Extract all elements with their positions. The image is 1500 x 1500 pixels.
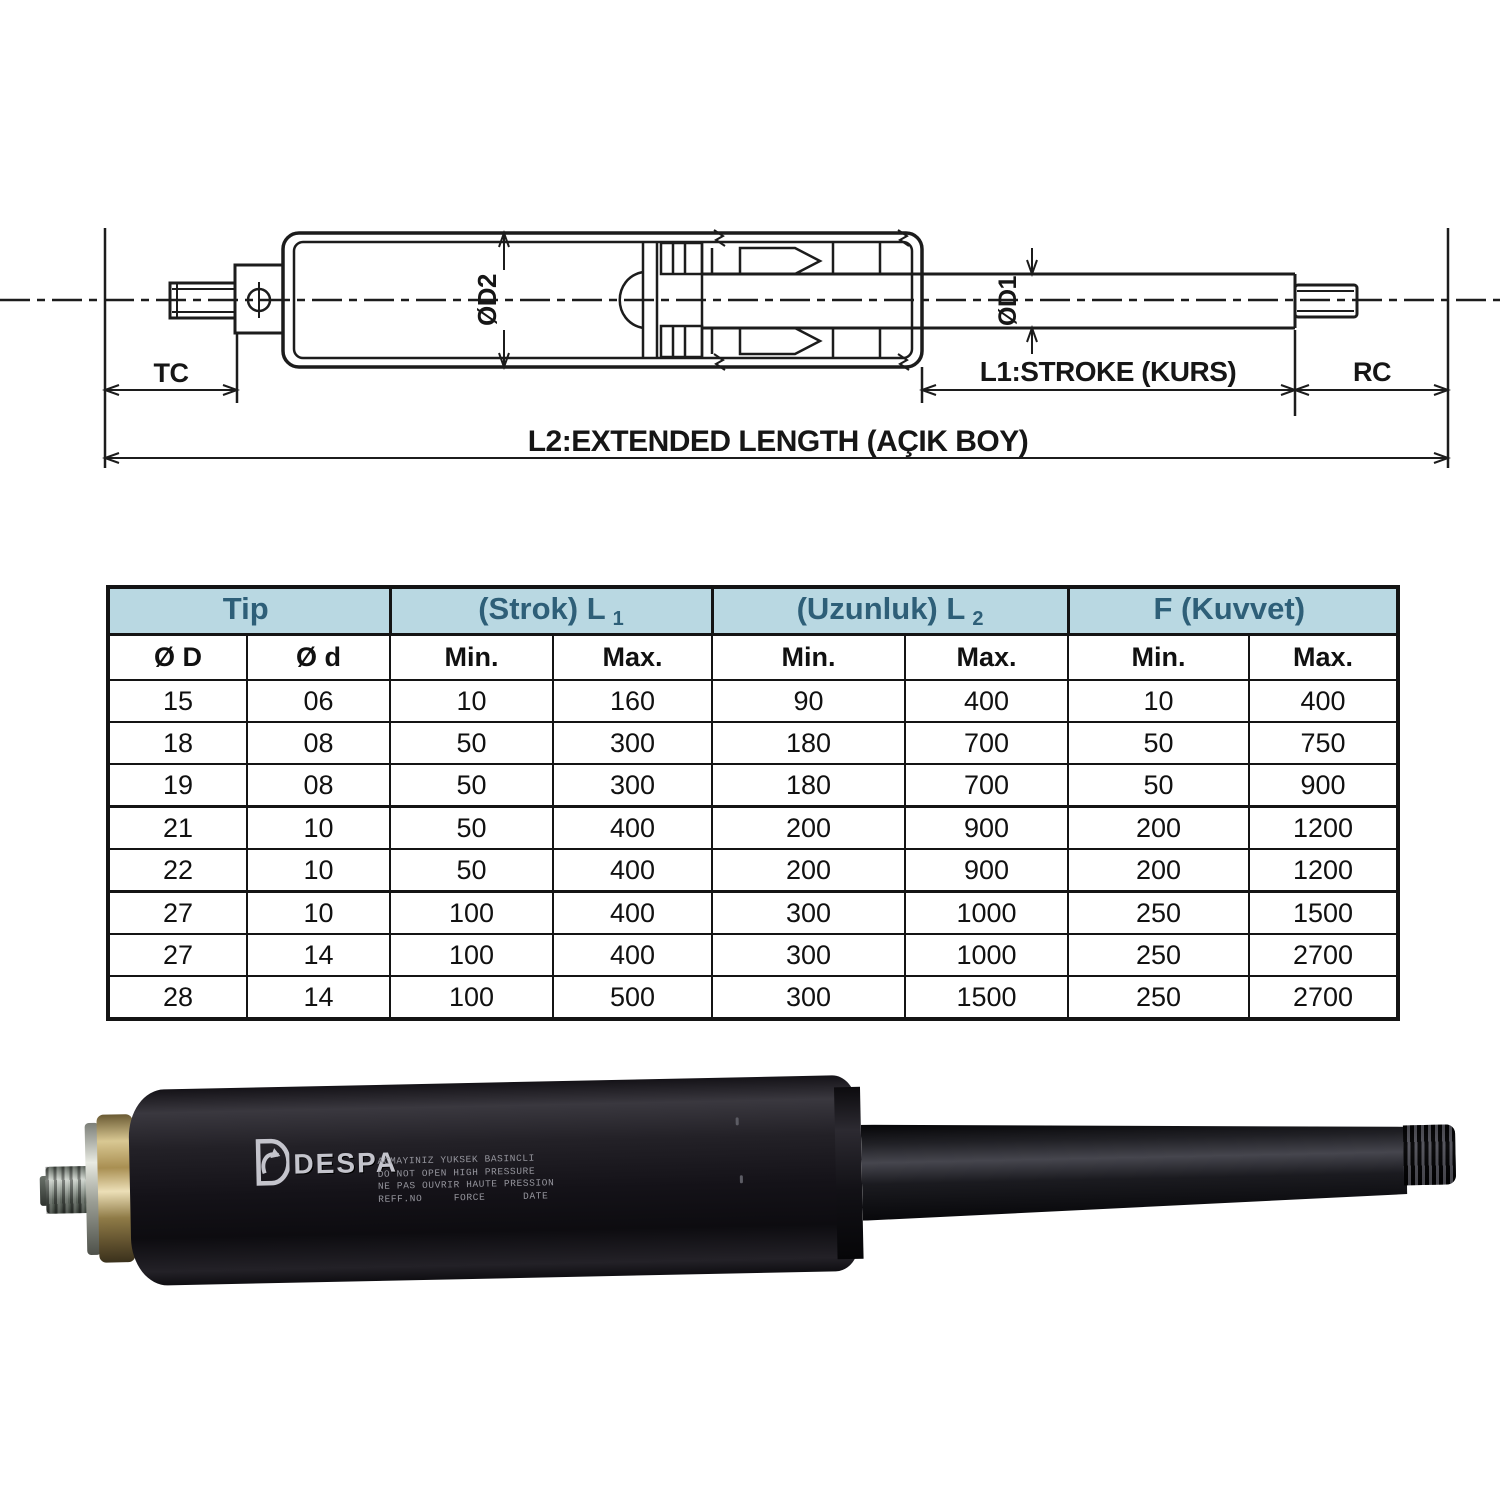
- spec-cell: 400: [1249, 680, 1398, 722]
- dim-label-l2: L2:EXTENDED LENGTH (AÇIK BOY): [527, 425, 1029, 458]
- spec-table: [106, 585, 1400, 1021]
- table-row: [108, 764, 1398, 807]
- table-group-header-row: [108, 587, 1398, 635]
- spec-cell: 50: [1068, 764, 1249, 807]
- col-header: Ø D: [108, 635, 247, 681]
- spec-cell: 06: [247, 680, 390, 722]
- spec-cell: 250: [1068, 892, 1249, 935]
- label-print-area: [251, 1123, 673, 1242]
- spec-cell: 500: [553, 976, 712, 1019]
- col-header: Min.: [1068, 635, 1249, 681]
- spec-cell: 14: [247, 934, 390, 976]
- spec-cell: 50: [390, 849, 553, 892]
- spec-table-body: [108, 680, 1398, 1019]
- table-row: [108, 849, 1398, 892]
- spec-cell: 100: [390, 892, 553, 935]
- despa-logo-icon: [251, 1137, 290, 1188]
- spec-cell: 1500: [1249, 892, 1398, 935]
- spec-cell: 400: [553, 849, 712, 892]
- spec-cell: 1000: [905, 934, 1068, 976]
- spec-cell: 1500: [905, 976, 1068, 1019]
- spec-cell: 300: [712, 892, 905, 935]
- group-header-tip: Tip: [108, 587, 390, 635]
- spec-cell: 2700: [1249, 934, 1398, 976]
- spec-cell: 250: [1068, 976, 1249, 1019]
- table-row: [108, 807, 1398, 850]
- spec-cell: 200: [712, 849, 905, 892]
- spec-cell: 21: [108, 807, 247, 850]
- spec-cell: 300: [712, 934, 905, 976]
- table-row: [108, 680, 1398, 722]
- spec-cell: 50: [390, 764, 553, 807]
- col-header: Ø d: [247, 635, 390, 681]
- dim-label-l1: L1:STROKE (KURS): [979, 356, 1237, 387]
- col-header: Max.: [1249, 635, 1398, 681]
- gas-spring-diagram: [0, 190, 1500, 470]
- surface-mark: [740, 1175, 743, 1183]
- spec-cell: 1200: [1249, 807, 1398, 850]
- table-row: [108, 934, 1398, 976]
- spec-cell: 19: [108, 764, 247, 807]
- spec-cell: 750: [1249, 722, 1398, 764]
- spec-cell: 27: [108, 892, 247, 935]
- warning-print: ACMAYINIZ YUKSEK BASINCLI DO NOT OPEN HIGH PRESSURE NE PAS OUVRIR HAUTE PRESSION REFF.NO FORCE DATE: [377, 1152, 555, 1205]
- spec-cell: 27: [108, 934, 247, 976]
- spec-cell: 50: [390, 722, 553, 764]
- spec-cell: 100: [390, 976, 553, 1019]
- spec-cell: 10: [1068, 680, 1249, 722]
- dim-label-d2: ØD2: [472, 274, 502, 326]
- spec-cell: 180: [712, 764, 905, 807]
- spec-cell: 10: [247, 807, 390, 850]
- spec-cell: 300: [712, 976, 905, 1019]
- spec-cell: 400: [553, 934, 712, 976]
- spec-cell: 900: [1249, 764, 1398, 807]
- cylinder-end-collar: [834, 1087, 864, 1260]
- spec-cell: 18: [108, 722, 247, 764]
- spec-cell: 300: [553, 764, 712, 807]
- group-header-length: (Uzunluk) L 2: [712, 587, 1068, 635]
- spec-cell: 300: [553, 722, 712, 764]
- spec-cell: 200: [1068, 849, 1249, 892]
- spec-cell: 400: [553, 892, 712, 935]
- table-row: [108, 892, 1398, 935]
- rod-thread-tip-photo: [1403, 1124, 1456, 1185]
- spec-cell: 900: [905, 849, 1068, 892]
- spec-cell: 10: [247, 892, 390, 935]
- table-column-header-row: [108, 635, 1398, 681]
- table-row: [108, 976, 1398, 1019]
- spec-cell: 08: [247, 722, 390, 764]
- spec-cell: 50: [1068, 722, 1249, 764]
- spec-cell: 08: [247, 764, 390, 807]
- spec-cell: 10: [247, 849, 390, 892]
- col-header: Min.: [712, 635, 905, 681]
- group-header-stroke: (Strok) L 1: [390, 587, 712, 635]
- spec-cell: 28: [108, 976, 247, 1019]
- col-header: Max.: [553, 635, 712, 681]
- spec-cell: 180: [712, 722, 905, 764]
- spec-cell: 90: [712, 680, 905, 722]
- spec-cell: 900: [905, 807, 1068, 850]
- spec-cell: 100: [390, 934, 553, 976]
- dim-label-tc: TC: [153, 358, 189, 388]
- spec-cell: 1200: [1249, 849, 1398, 892]
- spec-cell: 200: [1068, 807, 1249, 850]
- spec-cell: 50: [390, 807, 553, 850]
- spec-cell: 22: [108, 849, 247, 892]
- spec-cell: 400: [905, 680, 1068, 722]
- piston-rod-photo: [861, 1113, 1408, 1220]
- spec-cell: 160: [553, 680, 712, 722]
- product-photo: [37, 1042, 1472, 1312]
- spec-cell: 2700: [1249, 976, 1398, 1019]
- dim-label-rc: RC: [1353, 357, 1391, 387]
- dim-label-d1: ØD1: [994, 276, 1022, 326]
- spec-cell: 400: [553, 807, 712, 850]
- spec-cell: 10: [390, 680, 553, 722]
- spec-cell: 15: [108, 680, 247, 722]
- brand-name: DESPA: [293, 1146, 399, 1180]
- table-row: [108, 722, 1398, 764]
- spec-cell: 700: [905, 764, 1068, 807]
- col-header: Max.: [905, 635, 1068, 681]
- surface-mark: [736, 1117, 739, 1125]
- spec-cell: 700: [905, 722, 1068, 764]
- spec-cell: 1000: [905, 892, 1068, 935]
- spec-cell: 14: [247, 976, 390, 1019]
- group-header-force: F (Kuvvet): [1068, 587, 1398, 635]
- col-header: Min.: [390, 635, 553, 681]
- spec-cell: 250: [1068, 934, 1249, 976]
- spec-cell: 200: [712, 807, 905, 850]
